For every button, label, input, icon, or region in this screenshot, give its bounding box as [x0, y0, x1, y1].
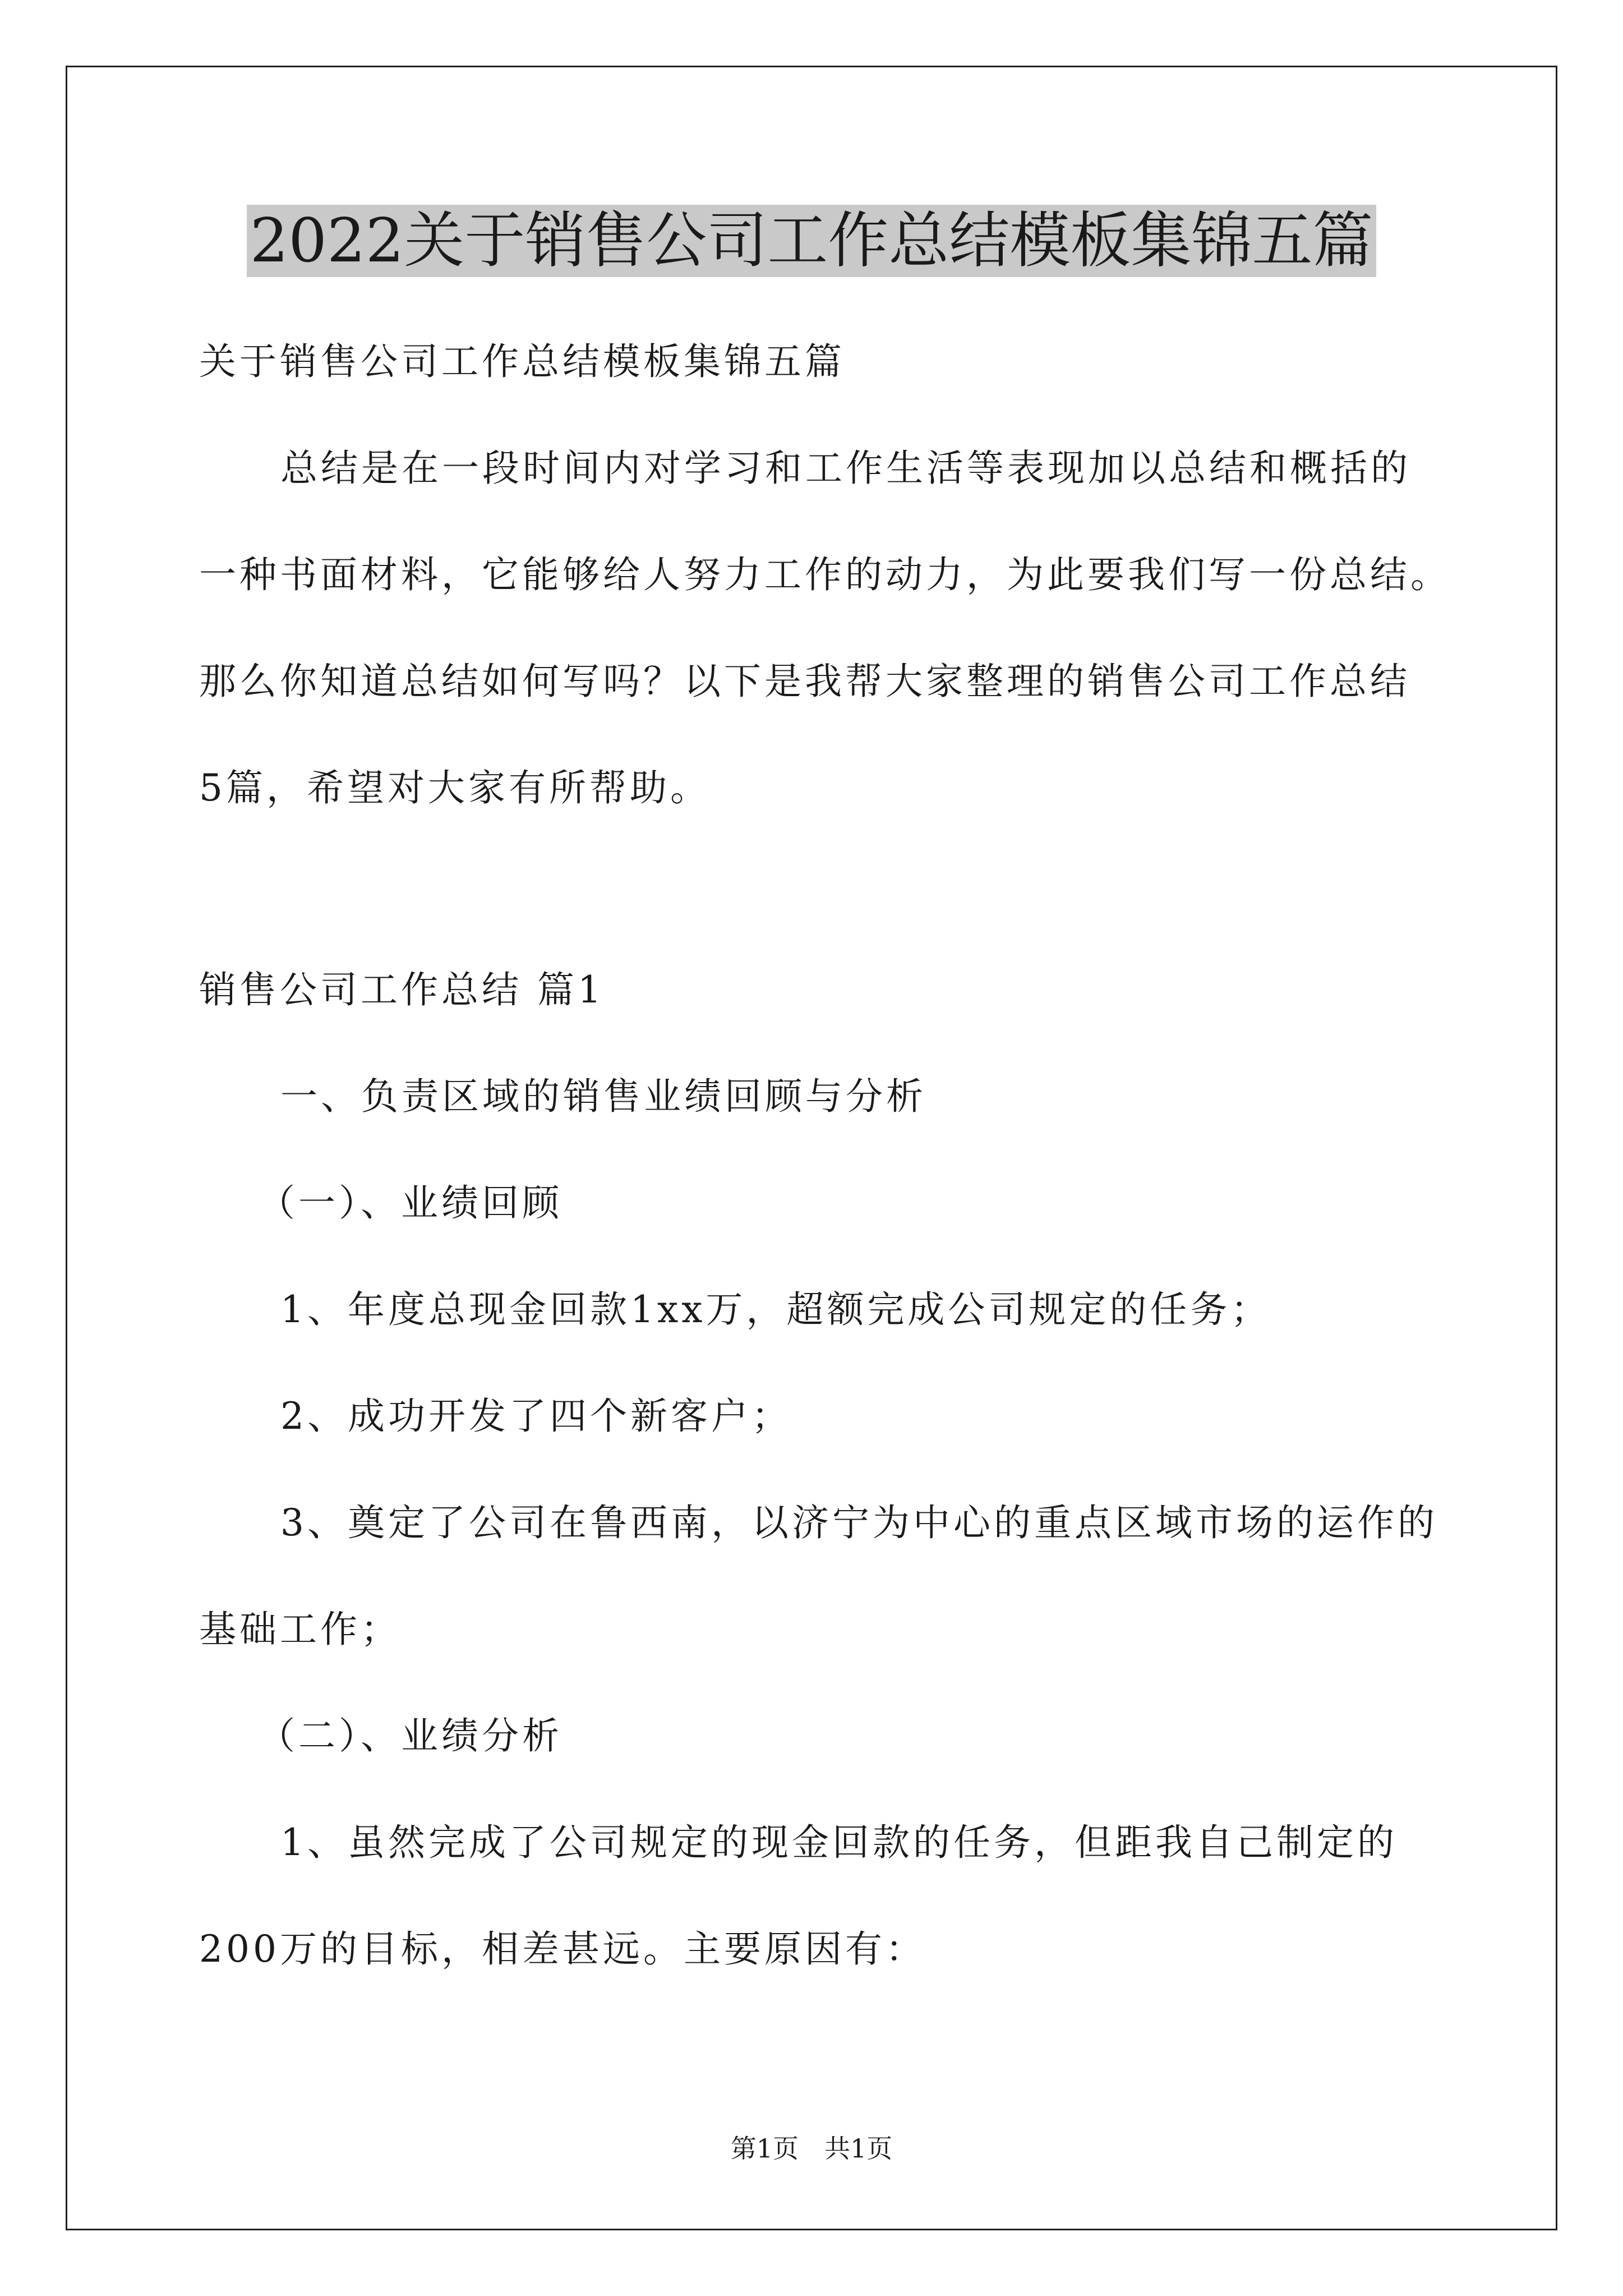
- intro-line-1: 总结是在一段时间内对学习和工作生活等表现加以总结和概括的: [280, 447, 1411, 490]
- subsection-heading: 一、负责区域的销售业绩回顾与分析: [280, 1075, 926, 1118]
- document-title: [0, 202, 1623, 280]
- analysis-item-1: 1、虽然完成了公司规定的现金回款的任务，但距我自己制定的: [280, 1821, 1398, 1864]
- intro-line-4: 5篇，希望对大家有所帮助。: [199, 766, 711, 809]
- section-heading: 销售公司工作总结 篇1: [199, 968, 605, 1011]
- subtitle-line: 关于销售公司工作总结模板集锦五篇: [199, 340, 845, 383]
- analysis-item-1-cont: 200万的目标，相差甚远。主要原因有：: [199, 1927, 926, 1971]
- subsection-1-heading: （一）、业绩回顾: [258, 1181, 562, 1225]
- list-item-3-cont: 基础工作；: [199, 1608, 401, 1651]
- intro-line-3: 那么你知道总结如何写吗？以下是我帮大家整理的销售公司工作总结: [199, 660, 1410, 703]
- list-item-2: 2、成功开发了四个新客户；: [280, 1395, 792, 1438]
- page-border: [66, 66, 1557, 2230]
- page-footer: 第1页 共1页: [730, 2133, 893, 2164]
- list-item-1: 1、年度总现金回款1xx万，超额完成公司规定的任务；: [280, 1288, 1271, 1331]
- intro-line-2: 一种书面材料，它能够给人努力工作的动力，为此要我们写一份总结。: [199, 553, 1451, 596]
- document-title-text: 2022关于销售公司工作总结模板集锦五篇: [247, 205, 1377, 277]
- list-item-3: 3、奠定了公司在鲁西南，以济宁为中心的重点区域市场的运作的: [280, 1501, 1438, 1544]
- subsection-2-heading: （二）、业绩分析: [258, 1714, 562, 1757]
